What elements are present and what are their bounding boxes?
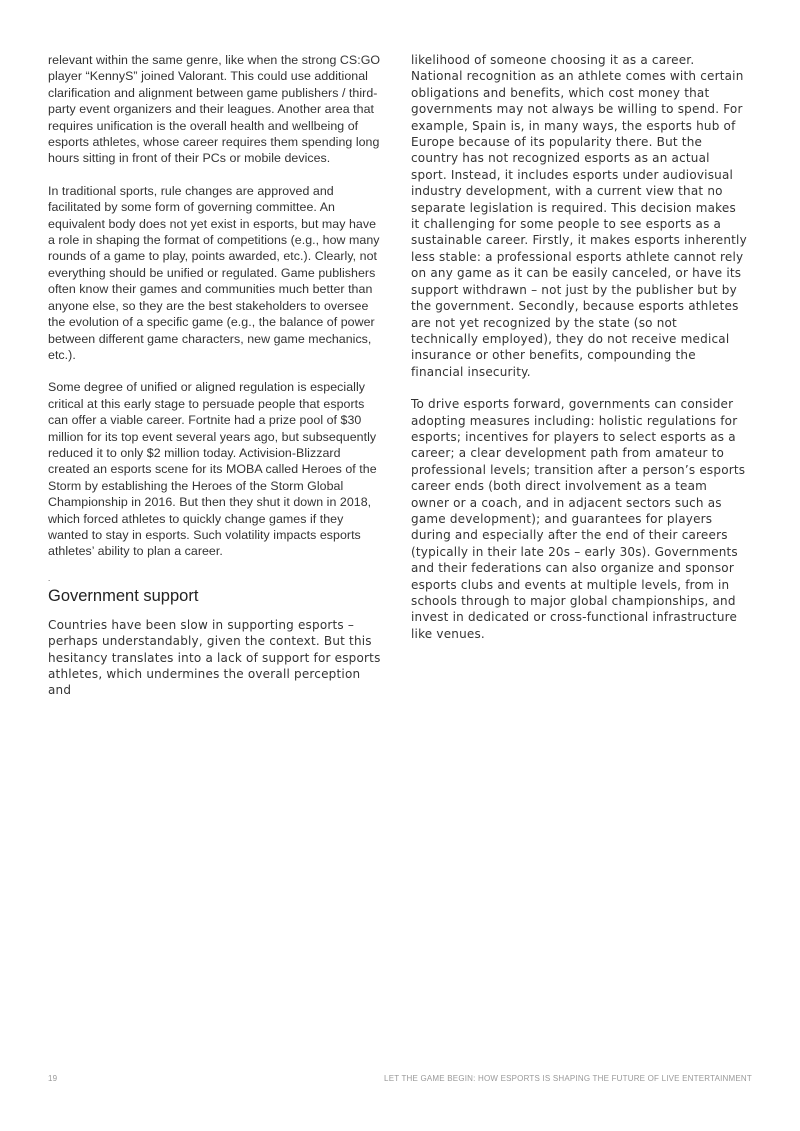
page-number: 19 [48,1074,58,1083]
body-paragraph: relevant within the same genre, like when the strong CS:GO player “KennyS” joined Valorant. This could use additional clarification and alignment between game publishers / third-party event organizers and their leagues. Another area that requires unification is the overall health and wellbeing of esports athletes, whose career requires them spending long hours sitting in front of their PCs or mobile devices. [48,53,381,166]
section-heading: Government support [48,586,199,605]
body-paragraph: Countries have been slow in supporting esports – perhaps understandably, given the context. But this hesitancy translates into a lack of support for esports athletes, which undermines the overall perception and [48,617,381,698]
body-paragraph: In traditional sports, rule changes are approved and facilitated by some form of governing committee. An equivalent body does not yet exist in esports, but may have a role in shaping the format of competitions (e.g., how many rounds of a game to play, points awarded, etc.). Clearly, not everything should be unified or regulated. Game publishers often know their games and communities much better than anyone else, so they are the best stakeholders to oversee the evolution of a specific game (e.g., the balance of power between different game characters, new game mechanics, etc.). [48,183,380,362]
body-paragraph: Some degree of unified or aligned regulation is especially critical at this early stage to persuade people that esports can offer a viable career. Fortnite had a prize pool of $30 million for its top event several years ago, but subsequently reduced it to only $2 million today. Activision-Blizzard created an esports scene for its MOBA called Heroes of the Storm by establishing the Heroes of the Storm Global Championship in 2016. But then they shut it down in 2018, which forced athletes to quickly change games if they wanted to stay in esports. Such volatility impacts esports athletes’ ability to plan a career. [48,380,377,559]
running-title: LET THE GAME BEGIN: HOW ESPORTS IS SHAPING THE FUTURE OF LIVE ENTERTAINMENT [384,1074,752,1083]
section-marker: . [48,573,51,583]
body-paragraph: To drive esports forward, governments can consider adopting measures including: holistic regulations for esports; incentives for players to select esports as a career; a clear development path from amateur to professional levels; transition after a person’s esports career ends (both direct involvement as a team owner or a coach, and in adjacent sectors such as game development); and guarantees for players during and especially after the end of their careers (typically in their late 20s – early 30s). Governments and their federations can also organize and sponsor esports clubs and events at multiple levels, from in schools through to major global championships, and invest in dedicated or cross-functional infrastructure like venues. [411,397,746,641]
right-column [411,52,747,658]
left-column [48,52,384,715]
body-paragraph: likelihood of someone choosing it as a career. National recognition as an athlete comes with certain obligations and benefits, which cost money that governments may not always be willing to spend. For example, Spain is, in many ways, the esports hub of Europe because of its popularity there. But the country has not recognized esports as an actual sport. Instead, it includes esports under audiovisual industry development, with a current view that no separate legislation is required. This decision makes it challenging for some people to see esports as a sustainable career. Firstly, it makes esports inherently less stable: a professional esports athlete cannot rely on any game as it can be easily canceled, or have its support withdrawn – not just by the publisher but by the government. Secondly, because esports athletes are not yet recognized by the state (so not technically employed), they do not receive medical insurance or other benefits, compounding the financial insecurity. [411,53,747,379]
